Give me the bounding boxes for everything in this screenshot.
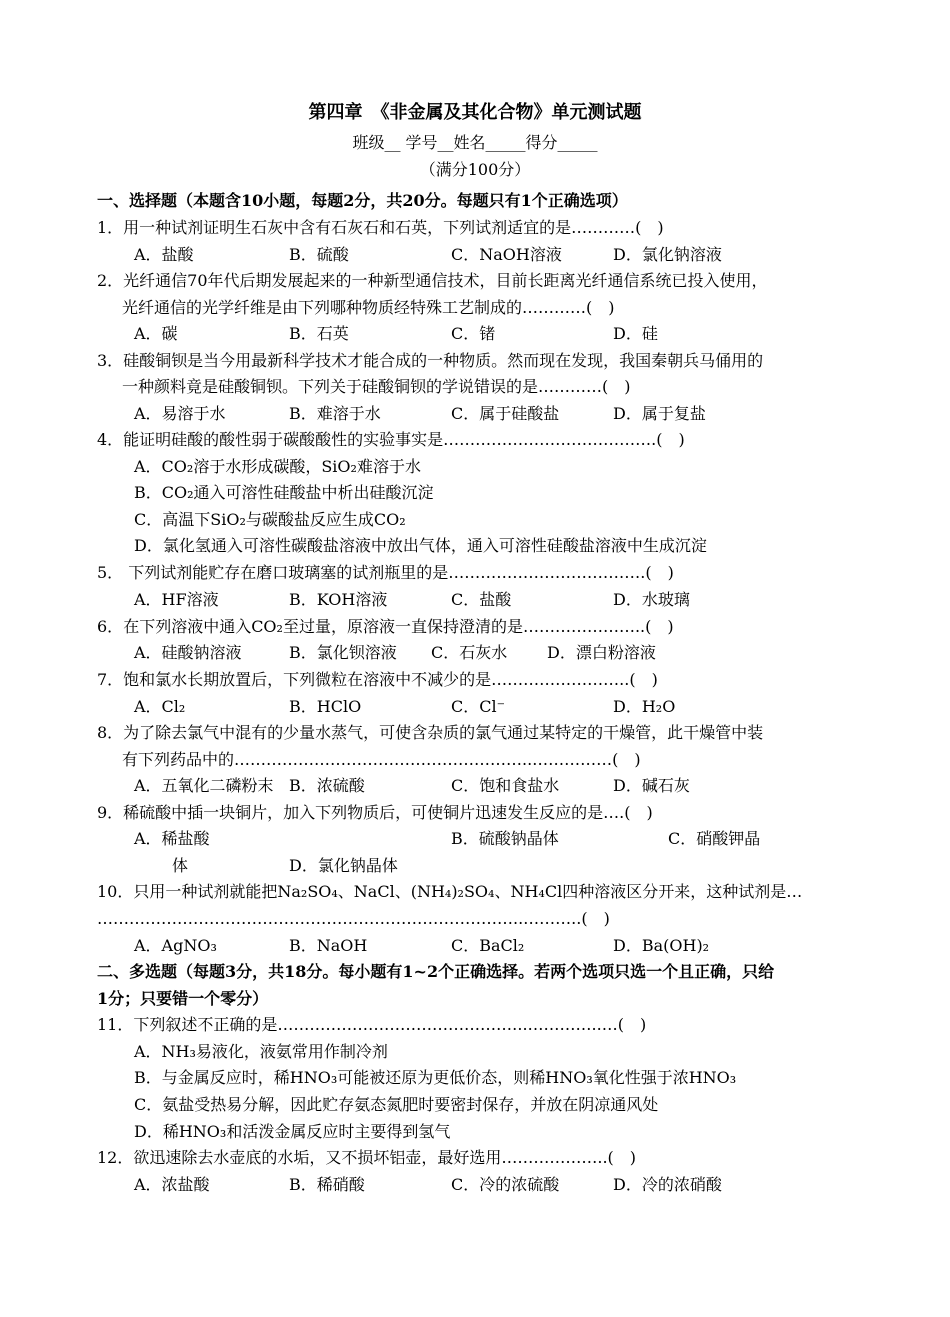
option-a: A．五氧化二磷粉末 — [134, 776, 274, 795]
question-5-options — [134, 590, 910, 610]
option-d: D．Ba(OH)₂ — [613, 936, 710, 955]
question-11-option-a: A．NH₃易液化，液氨常用作制冷剂 — [134, 1042, 388, 1061]
full-score-note: （满分100分） — [419, 160, 531, 179]
option-c: C．BaCl₂ — [451, 936, 525, 955]
question-8-line-1: 8．为了除去氯气中混有的少量水蒸气，可使含杂质的氯气通过某特定的干燥管，此干燥管中装 — [97, 723, 764, 742]
question-8-line-2: 有下列药品中的………………………………………………..……………( ) — [122, 750, 641, 769]
option-b: B．硫酸 — [289, 245, 349, 264]
option-c: C．饱和食盐水 — [451, 776, 560, 795]
question-6 — [97, 617, 674, 637]
option-a: A．Cl₂ — [134, 697, 186, 716]
question-7-options — [134, 697, 910, 717]
question-4-option-d: D．氯化氢通入可溶性碳酸盐溶液中放出气体，通入可溶性硅酸盐溶液中生成沉淀 — [134, 536, 707, 555]
section-heading-single-choice: 一、选择题（本题含10小题，每题2分，共20分。每题只有1个正确选项） — [97, 191, 628, 210]
option-c: C．石灰水 — [431, 643, 508, 662]
question-9-option-c-cont: 体 — [172, 856, 189, 875]
option-a: A．HF溶液 — [134, 590, 219, 609]
question-11-option-c: C．氨盐受热易分解，因此贮存氨态氮肥时要密封保存，并放在阴凉通风处 — [134, 1095, 659, 1114]
option-d: D．氯化钠溶液 — [613, 245, 722, 264]
question-3-line-1: 3．硅酸铜钡是当今用最新科学技术才能合成的一种物质。然而现在发现，我国秦朝兵马俑用的 — [97, 351, 764, 370]
question-6-text: 在下列溶液中通入CO₂至过量，原溶液一直保持澄清的是…………………..( ) — [123, 617, 674, 636]
option-b: B．HClO — [289, 697, 362, 716]
question-3-line-2: 一种颜料竟是硅酸铜钡。下列关于硅酸铜钡的学说错误的是…………( ) — [122, 377, 631, 396]
question-4-option-b: B．CO₂通入可溶性硅酸盐中析出硅酸沉淀 — [134, 483, 434, 502]
question-12-options — [134, 1175, 910, 1195]
question-1-options — [134, 245, 910, 265]
question-12: 12．欲迅速除去水壶底的水垢，又不损坏铝壶，最好选用………………..( ) — [97, 1148, 637, 1167]
option-a: A．硅酸钠溶液 — [134, 643, 242, 662]
question-3-options — [134, 404, 910, 424]
option-c: C．NaOH溶液 — [451, 245, 562, 264]
option-a: A．盐酸 — [134, 245, 194, 264]
question-11-option-b: B．与金属反应时，稀HNO₃可能被还原为更低价态，则稀HNO₃氧化性强于浓HNO₃ — [134, 1068, 737, 1087]
question-9: 9．稀硫酸中插一块铜片，加入下列物质后，可使铜片迅速发生反应的是….( ) — [97, 803, 653, 822]
option-d: D．硅 — [613, 324, 658, 343]
question-11-option-d: D．稀HNO₃和活泼金属反应时主要得到氢气 — [134, 1122, 451, 1141]
question-2-line-2: 光纤通信的光学纤维是由下列哪种物质经特殊工艺制成的…………( ) — [122, 298, 615, 317]
question-4-option-c: C．高温下SiO₂与碳酸盐反应生成CO₂ — [134, 510, 406, 529]
option-d: D．属于复盐 — [613, 404, 706, 423]
question-6-options — [134, 643, 910, 663]
option-c: C．锗 — [451, 324, 496, 343]
question-4: 4．能证明硅酸的酸性弱于碳酸酸性的实验事实是………………………………….( ) — [97, 430, 685, 449]
option-b: B．NaOH — [289, 936, 368, 955]
question-10-options — [134, 936, 910, 956]
question-6-number: 6． — [97, 617, 124, 636]
option-d: D．漂白粉溶液 — [547, 643, 656, 662]
option-c: C．冷的浓硫酸 — [451, 1175, 560, 1194]
question-2-options — [134, 324, 910, 344]
question-8-options — [134, 776, 910, 796]
option-b: B．稀硝酸 — [289, 1175, 365, 1194]
option-d: D．水玻璃 — [613, 590, 690, 609]
option-d: D．碱石灰 — [613, 776, 690, 795]
section-heading-multi-choice: 二、多选题（每题3分，共18分。每小题有1~2个正确选择。若两个选项只选一个且正确，只给 — [97, 962, 775, 981]
question-10-line-1: 10．只用一种试剂就能把Na₂SO₄、NaCl、(NH₄)₂SO₄、NH₄Cl四种溶液区分开来，这种试剂是… — [97, 882, 803, 901]
option-d: D．冷的浓硝酸 — [613, 1175, 722, 1194]
option-a: A．碳 — [134, 324, 178, 343]
option-b: B．KOH溶液 — [289, 590, 388, 609]
section-heading-multi-choice-cont: 1分；只要错一个零分） — [97, 989, 269, 1008]
option-c: C．Cl⁻ — [451, 697, 506, 716]
question-9-option-d: D．氯化钠晶体 — [289, 856, 398, 875]
question-9-option-a: A．稀盐酸 — [134, 829, 210, 848]
option-a: A．AgNO₃ — [134, 936, 217, 955]
question-1: 1．用一种试剂证明生石灰中含有石灰石和石英，下列试剂适宜的是…………( ) — [97, 218, 664, 237]
question-9-option-b: B．硫酸钠晶体 — [451, 829, 559, 848]
page-title: 第四章 《非金属及其化合物》单元测试题 — [308, 102, 642, 123]
option-b: B．氯化钡溶液 — [289, 643, 397, 662]
question-9-option-c: C．硝酸钾晶 — [668, 829, 761, 848]
student-info-line: 班级__ 学号__姓名_____得分_____ — [352, 133, 598, 152]
option-d: D．H₂O — [613, 697, 676, 716]
question-7: 7．饱和氯水长期放置后，下列微粒在溶液中不减少的是……………………..( ) — [97, 670, 658, 689]
question-5: 5． 下列试剂能贮存在磨口玻璃塞的试剂瓶里的是……………………………….( ) — [97, 563, 674, 582]
option-b: B．石英 — [289, 324, 349, 343]
option-b: B．难溶于水 — [289, 404, 381, 423]
question-2-line-1: 2．光纤通信70年代后期发展起来的一种新型通信技术，目前长距离光纤通信系统已投入使用， — [97, 271, 768, 290]
option-b: B．浓硫酸 — [289, 776, 365, 795]
option-a: A．易溶于水 — [134, 404, 226, 423]
option-a: A．浓盐酸 — [134, 1175, 210, 1194]
question-10-line-2: ……………………………………………………………………..………..( ) — [97, 909, 610, 928]
option-c: C．盐酸 — [451, 590, 512, 609]
question-11: 11．下列叙述不正确的是………………………………………..…………..…( ) — [97, 1015, 647, 1034]
option-c: C．属于硅酸盐 — [451, 404, 560, 423]
question-4-option-a: A．CO₂溶于水形成碳酸，SiO₂难溶于水 — [134, 457, 421, 476]
